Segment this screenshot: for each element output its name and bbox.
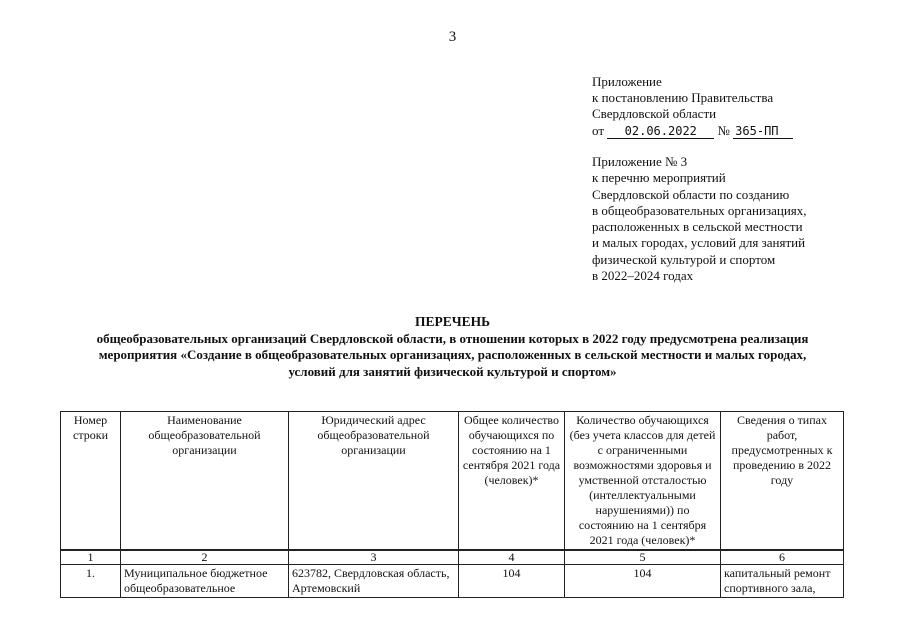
appendix-line: Свердловской области <box>592 106 717 122</box>
date-prefix: от <box>592 122 605 138</box>
appendix-3-line: в общеобразовательных организациях, <box>592 202 807 218</box>
column-number-row <box>61 550 844 565</box>
header-cell-total-students: Общее количество обучающихся по состоянию на 1 сентября 2021 года (человек)* <box>459 412 565 551</box>
column-number-cell: 3 <box>289 550 459 565</box>
appendix-3-line: расположенных в сельской местности <box>592 219 803 235</box>
appendix-date-line <box>592 123 793 139</box>
appendix-3-line: Приложение № 3 <box>592 154 688 169</box>
number-prefix: № <box>717 122 730 138</box>
total-students-cell: 104 <box>459 565 565 598</box>
page-number: 3 <box>448 29 457 45</box>
column-number-cell: 6 <box>721 550 844 565</box>
row-number-cell: 1. <box>61 565 121 598</box>
decree-number: 365-ПП <box>733 125 793 139</box>
header-cell-students-count: Количество обучающихся (без учета классов для детей с ограниченными возможностями здоровья и умственной отсталостью (интеллектуальными нарушениями)) по состоянию на 1 сентября 2021 года (человек)* <box>565 412 721 551</box>
appendix-block <box>592 74 793 139</box>
header-cell-row-number: Номер строки <box>61 412 121 551</box>
appendix-3-line: к перечню мероприятий <box>592 170 726 186</box>
column-number-cell: 1 <box>61 550 121 565</box>
column-number-cell: 4 <box>459 550 565 565</box>
organizations-table <box>60 411 844 598</box>
heading-title: ПЕРЕЧЕНЬ <box>414 314 491 329</box>
students-count-cell: 104 <box>565 565 721 598</box>
column-number-cell: 2 <box>121 550 289 565</box>
table-row <box>61 565 844 598</box>
appendix-3-line: Свердловской области по созданию <box>592 186 790 202</box>
heading-line: мероприятия «Создание в общеобразовательных организациях, расположенных в сельской местности и малых городах, <box>98 347 807 362</box>
decree-date: 02.06.2022 <box>607 125 714 139</box>
appendix-line: к постановлению Правительства <box>592 90 774 106</box>
appendix-3-line: в 2022–2024 годах <box>592 268 694 284</box>
column-number-cell: 5 <box>565 550 721 565</box>
header-cell-name: Наименование общеобразовательной организации <box>121 412 289 551</box>
document-heading <box>40 314 865 380</box>
appendix-line: Приложение <box>592 74 662 89</box>
org-address-cell: 623782, Свердловская область, Артемовский <box>289 565 459 598</box>
appendix-3-line: и малых городах, условий для занятий <box>592 235 806 251</box>
appendix-3-line: физической культурой и спортом <box>592 251 776 267</box>
heading-line: условий для занятий физической культурой и спортом» <box>288 363 617 379</box>
appendix-3-block <box>592 154 807 284</box>
header-cell-work-types: Сведения о типах работ, предусмотренных к проведению в 2022 году <box>721 412 844 551</box>
header-cell-address: Юридический адрес общеобразовательной организации <box>289 412 459 551</box>
work-types-cell: капитальный ремонт спортивного зала, <box>721 565 844 598</box>
table-header-row <box>61 412 844 551</box>
heading-line: общеобразовательных организаций Свердловской области, в отношении которых в 2022 году предусмотрена реализация <box>96 330 809 346</box>
org-name-cell: Муниципальное бюджетное общеобразовательное <box>121 565 289 598</box>
